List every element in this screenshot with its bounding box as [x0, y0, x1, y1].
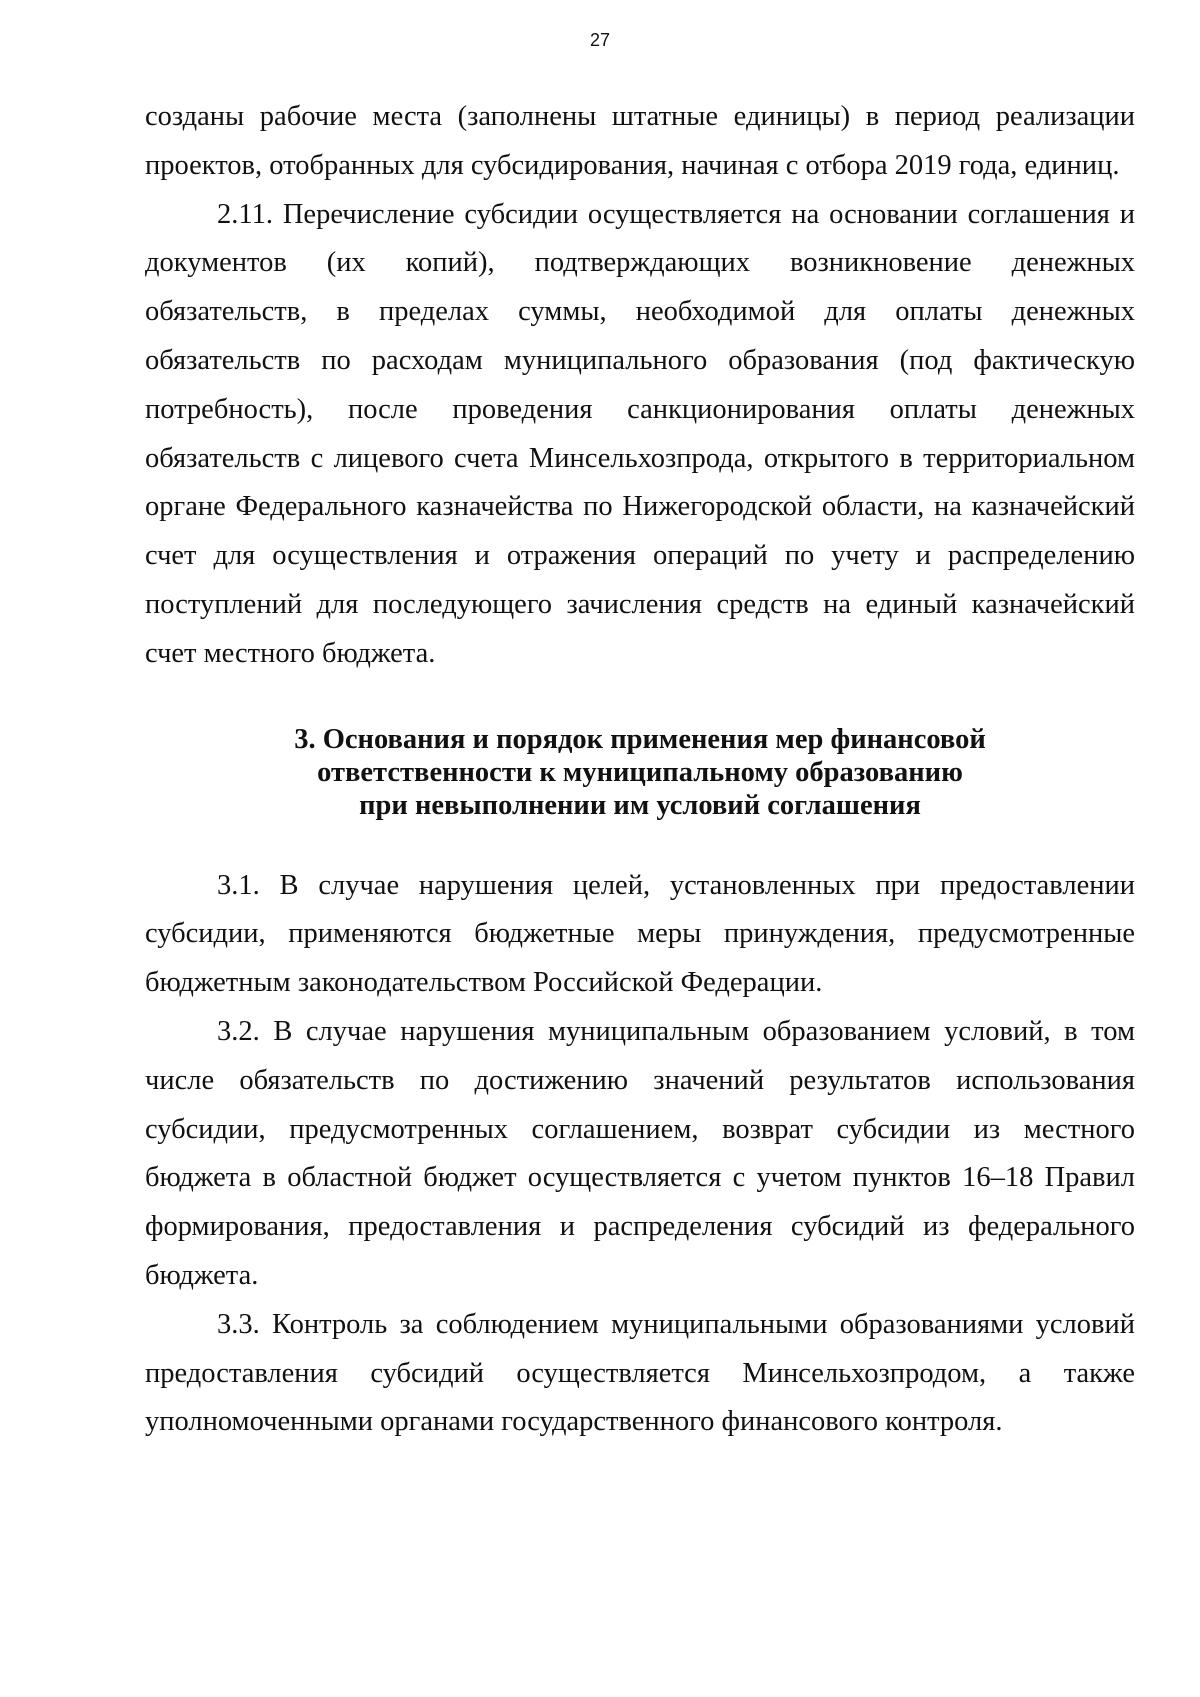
document-body [145, 93, 1135, 1447]
paragraph-3-2: 3.2. В случае нарушения муниципальным образованием условий, в том числе обязательств по достижению значений результатов использования субсидии, предусмотренных соглашением, возврат субсидии из местного бюджета в областной бюджет осуществляется с учетом пунктов 16–18 Правил формирования, предоставления и распределения субсидий из федерального бюджета. [145, 1015, 1135, 1291]
section-3-heading [145, 723, 1135, 822]
page-number: 27 [589, 30, 611, 50]
section-heading-line-3: при невыполнении им условий соглашения [359, 789, 921, 821]
section-heading-line-1: 3. Основания и порядок применения мер финансовой [294, 723, 986, 755]
paragraph-continuation: созданы рабочие места (заполнены штатные единицы) в период реализации проектов, отобранных для субсидирования, начиная с отбора 2019 года, единиц. [145, 101, 1135, 181]
section-heading-line-2: ответственности к муниципальному образованию [317, 756, 963, 788]
paragraph-3-1: 3.1. В случае нарушения целей, установленных при предоставлении субсидии, применяются бюджетные меры принуждения, предусмотренные бюджетным законодательством Российской Федерации. [145, 869, 1135, 999]
paragraph-3-3: 3.3. Контроль за соблюдением муниципальными образованиями условий предоставления субсидий осуществляется Минсельхозпродом, а также уполномоченными органами государственного финансового контроля. [145, 1308, 1135, 1438]
paragraph-2-11: 2.11. Перечисление субсидии осуществляется на основании соглашения и документов (их копий), подтверждающих возникновение денежных обязательств, в пределах суммы, необходимой для оплаты денежных обязательств по расходам муниципального образования (под фактическую потребность), после проведения санкционирования оплаты денежных обязательств с лицевого счета Минсельхозпрода, открытого в территориальном органе Федерального казначейства по Нижегородской области, на казначейский счет для осуществления и отражения операций по учету и распределению поступлений для последующего зачисления средств на единый казначейский счет местного бюджета. [145, 198, 1135, 669]
